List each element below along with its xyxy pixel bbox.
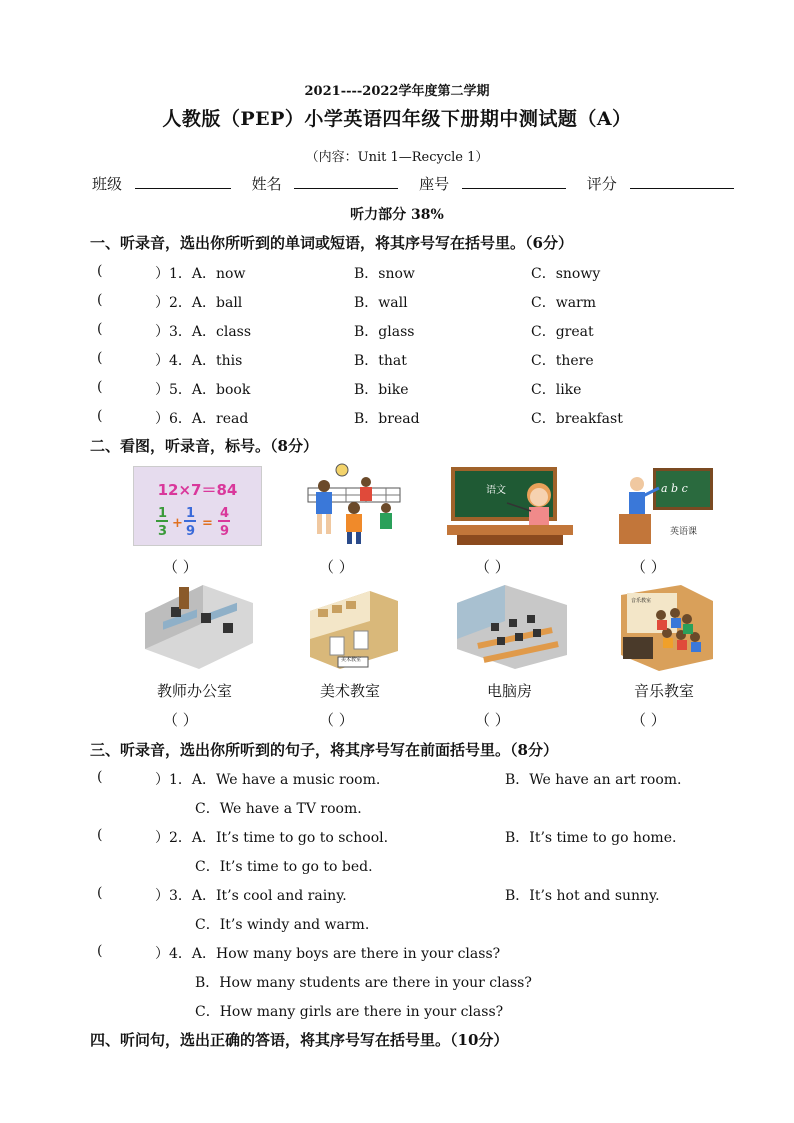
open-paren: (: [97, 263, 103, 279]
s3-item4-a: ）4．A．How many boys are there in your class?: [155, 946, 501, 962]
open-paren: (: [97, 379, 103, 395]
open-paren: (: [97, 769, 103, 785]
s3-item1-a: ）1．A．We have a music room.: [155, 772, 381, 788]
s3-item4-c: C．How many girls are there in your class?: [195, 1004, 504, 1020]
open-paren: (: [97, 408, 103, 424]
svg-text:1: 1: [186, 506, 196, 521]
class-blank[interactable]: [135, 174, 231, 189]
s3-item4-b: B．How many students are there in your class?: [195, 975, 532, 991]
pic1-answer-paren[interactable]: （ ）: [163, 558, 198, 576]
s1-item4-a: ）4．A．this: [155, 353, 243, 369]
open-paren: (: [97, 321, 103, 337]
s1-item6-c: C．breakfast: [531, 411, 623, 427]
svg-text:9: 9: [220, 524, 230, 539]
s1-item2-b: B．wall: [354, 295, 408, 311]
content-scope: （内容：Unit 1—Recycle 1）: [305, 150, 489, 165]
room-label-art-room: 美术教室: [320, 682, 381, 700]
math-image: [133, 466, 262, 546]
s1-item4-b: B．that: [354, 353, 407, 369]
open-paren: (: [97, 943, 103, 959]
chinese-class-image: [447, 465, 573, 549]
english-class-text: 英语课: [670, 527, 698, 537]
section3-title: 三、听录音，选出你所听到的句子，将其序号写在前面括号里。（8分）: [90, 741, 558, 759]
abc-board-text: a b c: [661, 482, 688, 495]
s1-item6-a: ）6．A．read: [155, 411, 249, 427]
s3-item3-a: ）3．A．It’s cool and rainy.: [155, 888, 347, 904]
s1-item2-c: C．warm: [531, 295, 597, 311]
chinese-board-text: 语文: [486, 485, 506, 496]
svg-text:1: 1: [158, 506, 168, 521]
s1-item1-c: C．snowy: [531, 266, 601, 282]
s3-item2-c: C．It’s time to go to bed.: [195, 859, 373, 875]
s1-item1-b: B．snow: [354, 266, 415, 282]
section2-title: 二、看图，听录音，标号。（8分）: [90, 437, 318, 455]
score-label: 评分: [586, 175, 617, 193]
svg-text:3: 3: [158, 524, 168, 539]
volleyball-kids-image: [306, 462, 402, 546]
english-class-image: [619, 466, 715, 546]
class-label: 班级: [92, 175, 123, 193]
open-paren: (: [97, 827, 103, 843]
svg-text:+: +: [172, 516, 183, 531]
room-label-computer-room: 电脑房: [487, 682, 533, 700]
s3-item2-b: B．It’s time to go home.: [505, 830, 677, 846]
score-blank[interactable]: [630, 174, 734, 189]
open-paren: (: [97, 292, 103, 308]
room-label-music-room: 音乐教室: [634, 682, 695, 700]
s1-item5-c: C．like: [531, 382, 582, 398]
seat-blank[interactable]: [462, 174, 566, 189]
svg-text:9: 9: [186, 524, 196, 539]
room-label-teachers-office: 教师办公室: [157, 682, 233, 700]
open-paren: (: [97, 885, 103, 901]
room2-answer-paren[interactable]: （ ）: [319, 711, 354, 729]
s3-item3-c: C．It’s windy and warm.: [195, 917, 370, 933]
fraction-equation-icon: [154, 503, 244, 539]
s1-item3-b: B．glass: [354, 324, 415, 340]
s3-item1-b: B．We have an art room.: [505, 772, 682, 788]
year-term: 2021----2022学年度第二学期: [304, 84, 490, 99]
art-room-sign-text: 美术教室: [341, 657, 362, 663]
open-paren: (: [97, 350, 103, 366]
s1-item3-c: C．great: [531, 324, 594, 340]
info-fields: [92, 173, 734, 194]
s1-item5-a: ）5．A．book: [155, 382, 251, 398]
s1-item3-a: ）3．A．class: [155, 324, 252, 340]
name-blank[interactable]: [294, 174, 398, 189]
page-title: 人教版（PEP）小学英语四年级下册期中测试题（A）: [162, 108, 632, 130]
s1-item2-a: ）2．A．ball: [155, 295, 243, 311]
room4-answer-paren[interactable]: （ ）: [631, 711, 666, 729]
s3-item2-a: ）2．A．It’s time to go to school.: [155, 830, 389, 846]
pic2-answer-paren[interactable]: （ ）: [319, 558, 354, 576]
s1-item5-b: B．bike: [354, 382, 409, 398]
s1-item4-c: C．there: [531, 353, 594, 369]
room1-answer-paren[interactable]: （ ）: [163, 711, 198, 729]
music-room-sign-text: 音乐教室: [631, 598, 652, 604]
section4-title: 四、听问句，选出正确的答语，将其序号写在括号里。（10分）: [90, 1031, 509, 1049]
name-label: 姓名: [251, 175, 282, 193]
section1-title: 一、听录音，选出你所听到的单词或短语，将其序号写在括号里。（6分）: [90, 234, 573, 252]
s3-item3-b: B．It’s hot and sunny.: [505, 888, 660, 904]
svg-text:4: 4: [220, 506, 230, 521]
listening-part-heading: 听力部分 38%: [350, 207, 444, 223]
svg-text:=: =: [202, 516, 213, 531]
teachers-office-image: [143, 583, 255, 669]
s3-item1-c: C．We have a TV room.: [195, 801, 362, 817]
s1-item1-a: ）1．A．now: [155, 266, 246, 282]
seat-label: 座号: [419, 175, 450, 193]
s1-item6-b: B．bread: [354, 411, 420, 427]
math-equation-text: 12×7＝84: [157, 481, 238, 499]
pic3-answer-paren[interactable]: （ ）: [475, 558, 510, 576]
room3-answer-paren[interactable]: （ ）: [475, 711, 510, 729]
pic4-answer-paren[interactable]: （ ）: [631, 558, 666, 576]
computer-room-image: [457, 585, 567, 669]
